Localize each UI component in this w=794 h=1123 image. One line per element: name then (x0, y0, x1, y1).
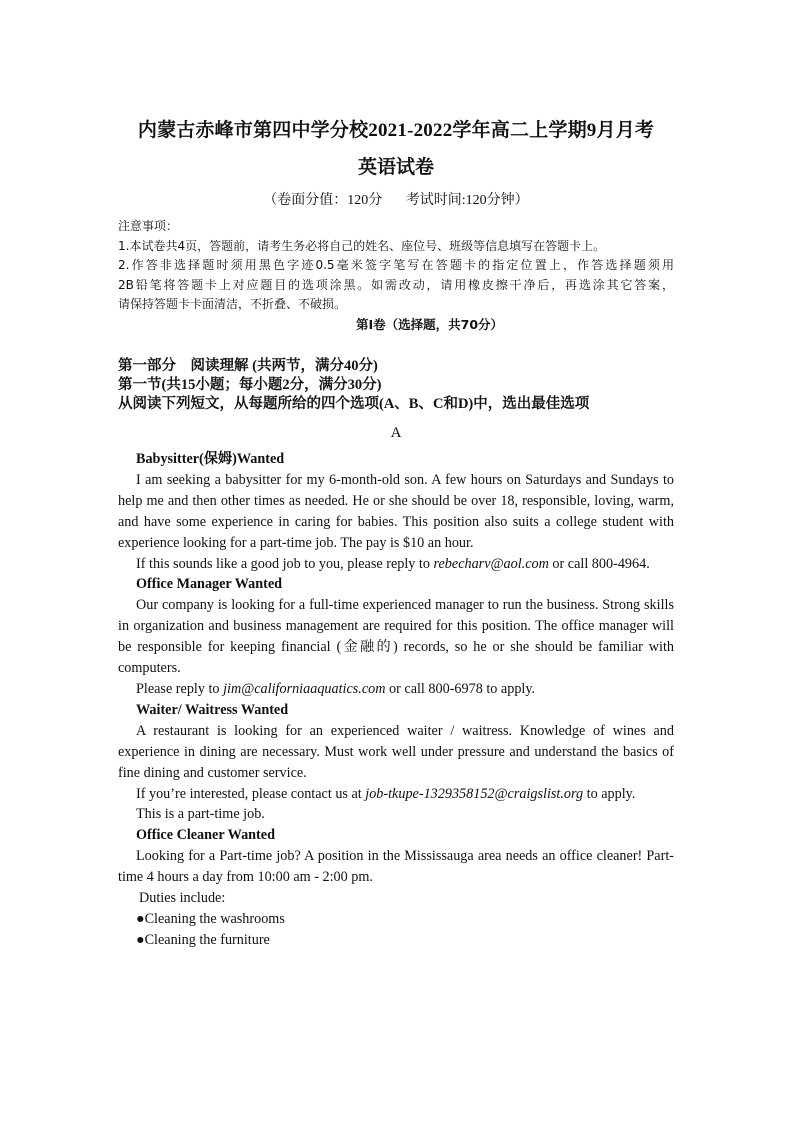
volume-heading: 第Ⅰ卷（选择题，共70分） (356, 317, 504, 332)
ad-heading-office-manager: Office Manager Wanted (136, 576, 283, 593)
ad-heading-waiter: Waiter/ Waitress Wanted (136, 701, 289, 718)
notes-line: 2B铅笔将答题卡上对应题目的选项涂黑。如需改动，请用橡皮擦干净后，再选涂其它答案， (118, 277, 674, 292)
notes-line: 请保持答题卡卡面清洁，不折叠、不破损。 (118, 297, 347, 312)
duty-item: ●Cleaning the washrooms (136, 910, 285, 927)
part-title: 第一部分 阅读理解 (共两节，满分40分) (118, 358, 378, 374)
exam-title: 内蒙古赤峰市第四中学分校2021-2022学年高二上学期9月月考 (137, 120, 655, 141)
ad-contact: If this sounds like a good job to you, please reply to rebecharv@aol.com or call 800-4964. (136, 555, 650, 572)
ad-contact: Please reply to jim@californiaaquatics.com or call 800-6978 to apply. (136, 680, 536, 697)
score-time-line (118, 189, 674, 209)
ad-heading-cleaner: Office Cleaner Wanted (136, 827, 275, 844)
exam-subtitle: 英语试卷 (357, 157, 434, 178)
ad-paragraph: Our company is looking for a full-time experienced manager to run the business. Strong skills in organization and business management are required for this position. The office manager will be responsible for keeping financial (金融的) records, so he or she should be familiar with computers. (118, 597, 674, 677)
ad-paragraph: Looking for a Part-time job? A position in the Mississauga area needs an office cleaner! Part-time 4 hours a day from 10:00 am - 2:00 pm. (118, 848, 674, 886)
ad-contact: If you’re interested, please contact us at job-tkupe-1329358152@craigslist.org to apply. (136, 785, 636, 802)
email-address: job-tkupe-1329358152@craigslist.org (365, 785, 584, 802)
ad-note: This is a part-time job. (136, 806, 265, 823)
notes-line: 2.作答非选择题时须用黑色字迹0.5毫米签字笔写在答题卡的指定位置上，作答选择题须用 (118, 258, 674, 273)
ad-heading-babysitter: Babysitter(保姆)Wanted (136, 451, 285, 467)
ad-paragraph: I am seeking a babysitter for my 6-month-old son. A few hours on Saturdays and Sundays to help me and then other times as needed. He or she should be over 18, responsible, loving, warm, and have some experience in caring for babies. This position also suits a college student with experience looking for a part-time job. The pay is $10 an hour. (118, 471, 674, 551)
section-label: A (390, 425, 402, 441)
score-info: （卷面分值：120分 (263, 193, 383, 208)
instruction-text: 从阅读下列短文，从每题所给的四个选项(A、B、C和D)中，选出最佳选项 (118, 396, 590, 412)
duties-label: Duties include: (139, 890, 226, 907)
time-info: 考试时间:120分钟） (405, 193, 529, 208)
email-address: jim@californiaaquatics.com (223, 680, 386, 697)
email-address: rebecharv@aol.com (433, 555, 549, 572)
exam-notes (118, 217, 674, 315)
part-headings (118, 357, 678, 414)
notes-line: 1.本试卷共4页，答题前，请考生务必将自己的姓名、座位号、班级等信息填写在答题卡上。 (118, 238, 606, 253)
section-title: 第一节(共15小题；每小题2分，满分30分) (118, 377, 382, 393)
ad-paragraph: A restaurant is looking for an experienced waiter / waitress. Knowledge of wines and experience in dining are necessary. Must work well under pressure and understand the basics of fine dining and customer service. (118, 722, 674, 781)
notes-heading: 注意事项： (118, 219, 179, 233)
duty-item: ●Cleaning the furniture (136, 931, 270, 948)
reading-passage (118, 449, 674, 951)
